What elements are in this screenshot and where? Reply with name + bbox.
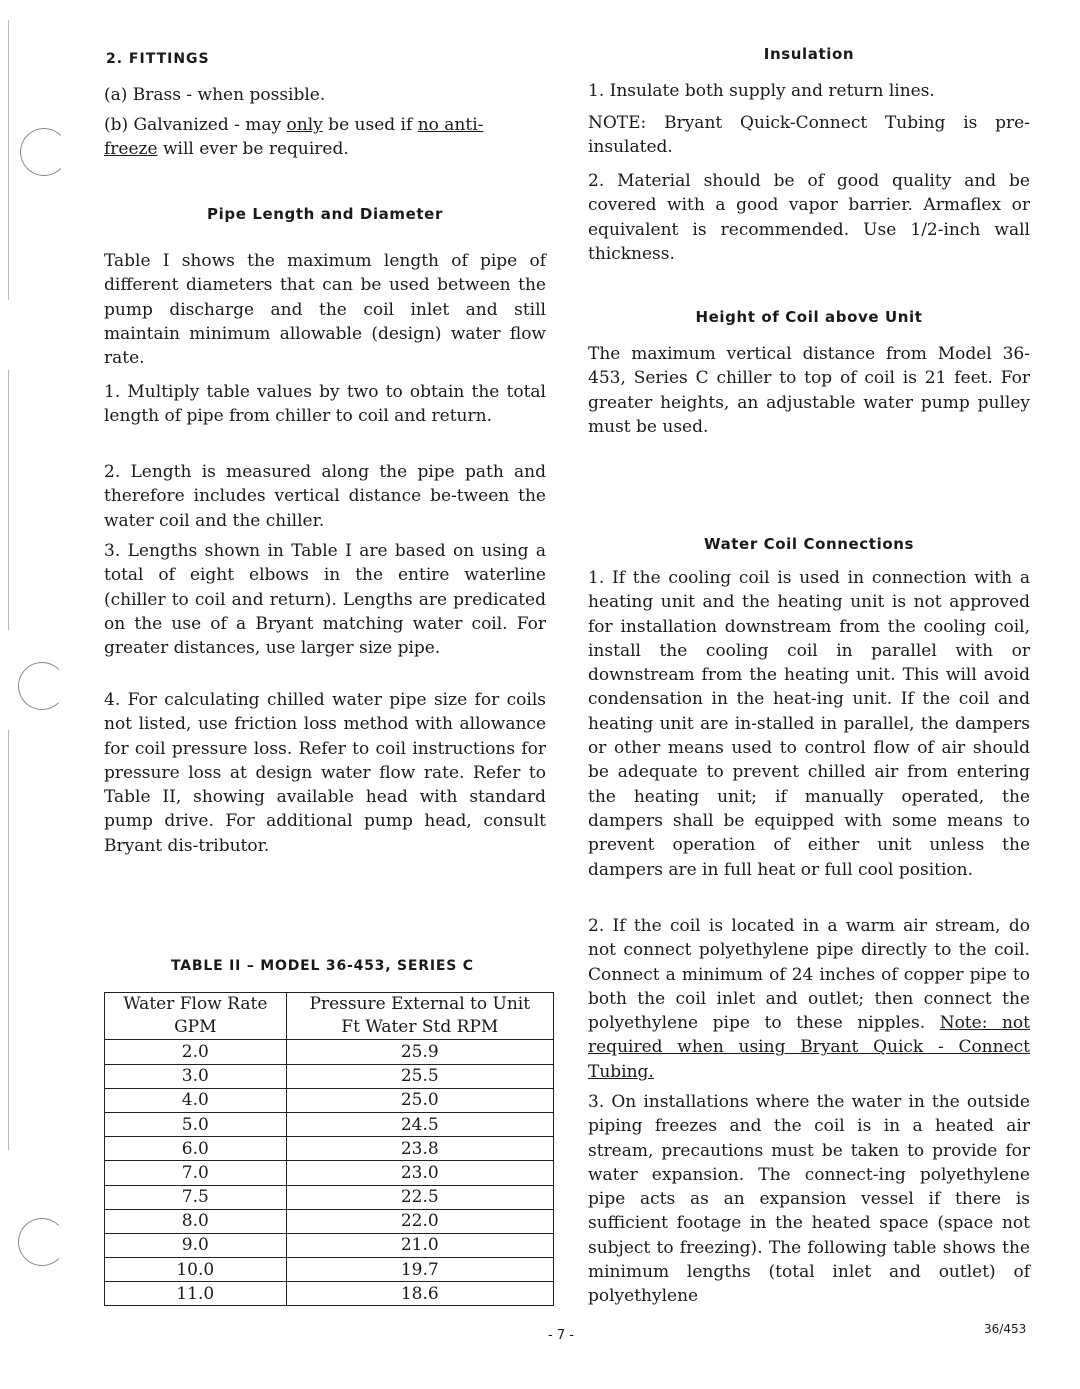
table-row [105, 1112, 554, 1136]
pressure-cell: 25.5 [286, 1064, 553, 1088]
punch-hole-middle [18, 662, 66, 710]
margin-line-bottom [8, 730, 9, 1150]
pipe-item-1: 1. Multiply table values by two to obtain the total length of pipe from chiller to coil and return. [104, 382, 546, 427]
water-coil-item-2 [588, 914, 1030, 1084]
document-code: 36/453 [984, 1322, 1027, 1336]
water-coil-item-3: 3. On installations where the water in the outside piping freezes and the coil is in a heated air stream, precautions must be taken to provide for water expansion. The connect-ing polyethylene pipe acts as an expansion vessel if there is sufficient footage in the heated space (space not subject to freezing). The following table shows the minimum lengths (total inlet and outlet) of polyethylene [588, 1092, 1030, 1307]
table-header-pressure: Pressure External to Unit [286, 993, 553, 1017]
fittings-b-freeze: freeze [104, 139, 158, 160]
fittings-b-suffix: will ever be required. [157, 139, 349, 160]
table-header-flow-unit: GPM [105, 1016, 287, 1040]
margin-line-top [8, 20, 9, 300]
margin-line-middle [8, 370, 9, 630]
fittings-b-noanti: no anti- [417, 115, 484, 135]
table-header-flow: Water Flow Rate [105, 993, 287, 1017]
pressure-cell: 18.6 [286, 1282, 553, 1306]
punch-hole-top [20, 128, 68, 176]
pressure-cell: 22.5 [286, 1185, 553, 1209]
flow-cell: 7.5 [105, 1185, 287, 1209]
fittings-heading: 2. FITTINGS [106, 51, 210, 67]
height-paragraph: The maximum vertical distance from Model 36-453, Series C chiller to top of coil is 21 feet. For greater heights, an adjustable water pump pulley must be used. [588, 344, 1030, 437]
pressure-cell: 25.0 [286, 1088, 553, 1112]
pressure-cell: 22.0 [286, 1209, 553, 1233]
flow-cell: 10.0 [105, 1258, 287, 1282]
table-row [105, 1064, 554, 1088]
fittings-item-a: (a) Brass - when possible. [104, 85, 326, 105]
fittings-b-only: only [286, 115, 323, 135]
water-coil-item-2-text: 2. If the coil is located in a warm air stream, do not connect polyethylene pipe directly to the coil. Connect a minimum of 24 inches of copper pipe to both the coil inlet and outlet; then connect the polyethylene pipe to these nipples. [588, 916, 1030, 1034]
insulation-heading: Insulation [763, 45, 855, 63]
pressure-table [104, 992, 554, 1306]
flow-cell: 3.0 [105, 1064, 287, 1088]
flow-cell: 11.0 [105, 1282, 287, 1306]
table-row [105, 1137, 554, 1161]
flow-cell: 9.0 [105, 1233, 287, 1257]
flow-cell: 7.0 [105, 1161, 287, 1185]
table-row [105, 1233, 554, 1257]
pipe-item-2: 2. Length is measured along the pipe path and therefore includes vertical distance be-tween the water coil and the chiller. [104, 462, 546, 531]
insulation-item-1: 1. Insulate both supply and return lines. [588, 81, 935, 101]
pressure-cell: 24.5 [286, 1112, 553, 1136]
table-row [105, 1209, 554, 1233]
water-coil-heading: Water Coil Connections [703, 535, 915, 553]
insulation-note: NOTE: Bryant Quick-Connect Tubing is pre-insulated. [588, 113, 1030, 158]
table-row [105, 1185, 554, 1209]
flow-cell: 2.0 [105, 1040, 287, 1064]
pressure-cell: 23.0 [286, 1161, 553, 1185]
table-row [105, 1040, 554, 1064]
fittings-b-prefix: (b) Galvanized - may [104, 115, 287, 135]
height-heading: Height of Coil above Unit [695, 308, 923, 326]
water-coil-item-2-note: Note: not required when using Bryant Quick - Connect Tubing. [588, 1013, 1030, 1082]
pressure-cell: 23.8 [286, 1137, 553, 1161]
pipe-length-heading: Pipe Length and Diameter [207, 205, 443, 223]
pipe-item-3: 3. Lengths shown in Table I are based on using a total of eight elbows in the entire waterline (chiller to coil and return). Lengths are predicated on the use of a Bryant matching water coil. For greater distances, use larger size pipe. [104, 541, 546, 659]
table-title: TABLE II – MODEL 36-453, SERIES C [171, 958, 474, 974]
table-row [105, 1161, 554, 1185]
fittings-item-b [104, 113, 546, 162]
insulation-item-2: 2. Material should be of good quality and be covered with a good vapor barrier. Armaflex or equivalent is recommended. Use 1/2-inch wall thickness. [588, 171, 1030, 264]
flow-cell: 4.0 [105, 1088, 287, 1112]
flow-cell: 6.0 [105, 1137, 287, 1161]
table-header-pressure-unit: Ft Water Std RPM [286, 1016, 553, 1040]
water-coil-item-1: 1. If the cooling coil is used in connection with a heating unit and the heating unit is not approved for installation downstream from the cooling coil, install the cooling coil in parallel with or downstream from the heating unit. This will avoid condensation in the heat-ing unit. If the coil and heating unit are in-stalled in parallel, the dampers or other means used to control flow of air should be adequate to prevent chilled air from entering the heating unit; if manually operated, the dampers shall be equipped with some means to prevent operation of either unit unless the dampers are in full heat or full cool position. [588, 568, 1030, 880]
table-row [105, 1088, 554, 1112]
table-row [105, 1282, 554, 1306]
flow-cell: 5.0 [105, 1112, 287, 1136]
table-row [105, 1258, 554, 1282]
pressure-cell: 19.7 [286, 1258, 553, 1282]
fittings-b-mid: be used if [322, 115, 418, 135]
flow-cell: 8.0 [105, 1209, 287, 1233]
pressure-cell: 25.9 [286, 1040, 553, 1064]
punch-hole-bottom [18, 1218, 66, 1266]
pipe-intro-paragraph: Table I shows the maximum length of pipe of different diameters that can be used between the pump discharge and the coil inlet and still maintain minimum allowable (design) water flow rate. [104, 251, 546, 369]
pipe-item-4: 4. For calculating chilled water pipe size for coils not listed, use friction loss method with allowance for coil pressure loss. Refer to coil instructions for pressure loss at design water flow rate. Refer to Table II, showing available head with standard pump drive. For additional pump head, consult Bryant dis-tributor. [104, 690, 546, 856]
page-number: - 7 - [548, 1328, 574, 1343]
pressure-cell: 21.0 [286, 1233, 553, 1257]
